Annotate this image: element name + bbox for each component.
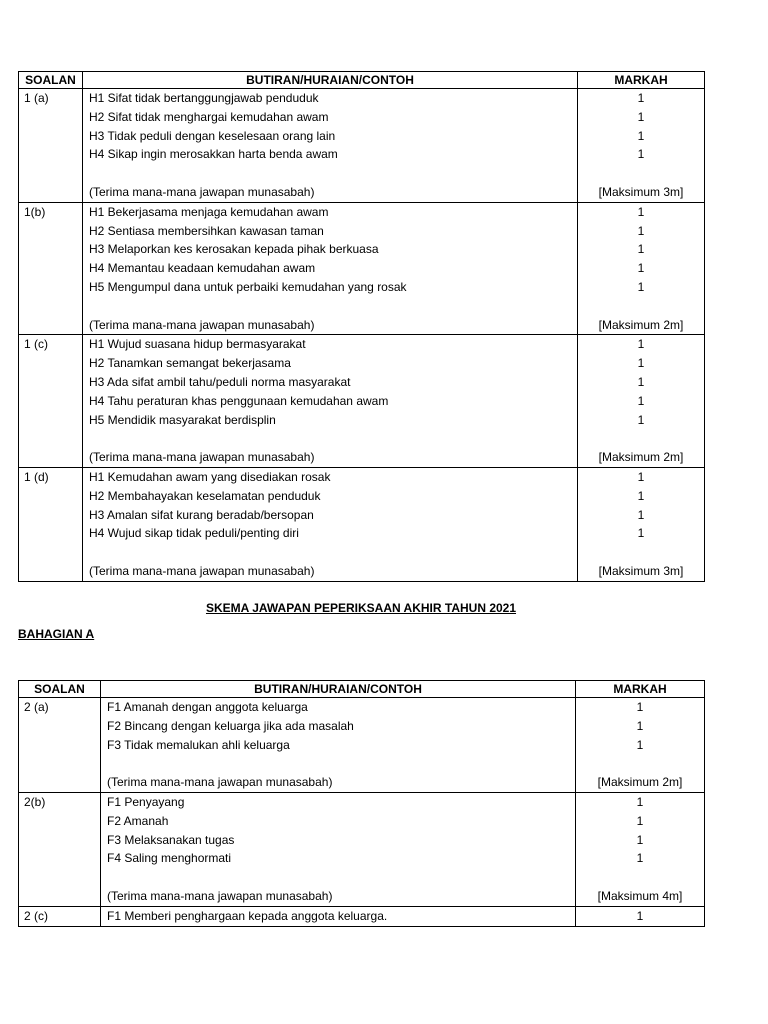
mark-value: 1: [637, 356, 645, 371]
answer-point: F3 Melaksanakan tugas: [107, 832, 235, 847]
spacer: [576, 754, 704, 773]
header-soalan: SOALAN: [19, 72, 83, 89]
spacer: [578, 164, 704, 183]
answer-cell: [83, 335, 578, 468]
answer-cell: [101, 792, 576, 906]
spacer: [576, 868, 704, 887]
mark-value: 1: [637, 128, 645, 143]
answer-point: H3 Ada sifat ambil tahu/peduli norma masyarakat: [89, 374, 351, 389]
spacer: [89, 429, 577, 448]
maximum-mark: [Maksimum 4m]: [597, 888, 683, 903]
header-markah: MARKAH: [576, 681, 705, 698]
maximum-mark: [Maksimum 3m]: [598, 563, 684, 578]
question-cell: [19, 89, 83, 203]
mark-value: 1: [637, 393, 645, 408]
spacer: [578, 543, 704, 562]
mark-value: 1: [637, 279, 645, 294]
maximum-mark: [Maksimum 2m]: [598, 317, 684, 332]
spacer: [107, 868, 575, 887]
question-cell: [19, 335, 83, 468]
table-row: [19, 792, 705, 906]
maximum-mark: [Maksimum 2m]: [598, 450, 684, 465]
answer-note: (Terima mana-mana jawapan munasabah): [89, 563, 315, 578]
question-number: 1 (a): [24, 91, 49, 105]
answer-point: H2 Sifat tidak menghargai kemudahan awam: [89, 109, 329, 124]
section-title: BAHAGIAN A: [18, 627, 95, 641]
answer-point: H3 Tidak peduli dengan keselesaan orang lain: [89, 128, 336, 143]
answer-cell: [83, 89, 578, 203]
question-cell: [19, 792, 101, 906]
header-soalan: SOALAN: [19, 681, 101, 698]
answer-point: H2 Sentiasa membersihkan kawasan taman: [89, 223, 324, 238]
mark-value: 1: [636, 718, 644, 733]
table-header-row: [19, 681, 705, 698]
spacer: [578, 429, 704, 448]
answer-point: H1 Sifat tidak bertanggungjawab penduduk: [89, 91, 319, 105]
answer-point: H1 Bekerjasama menjaga kemudahan awam: [89, 204, 329, 219]
mark-cell: [578, 467, 705, 581]
answer-point: F3 Tidak memalukan ahli keluarga: [107, 737, 290, 752]
answer-point: H4 Tahu peraturan khas penggunaan kemudahan awam: [89, 393, 389, 408]
table-row: [19, 89, 705, 203]
mark-cell: [578, 89, 705, 203]
header-markah: MARKAH: [578, 72, 705, 89]
header-butiran: BUTIRAN/HURAIAN/CONTOH: [83, 72, 578, 89]
answer-point: F4 Saling menghormati: [107, 851, 232, 866]
table-row: [19, 335, 705, 468]
question-number: 2 (a): [24, 700, 49, 714]
answer-point: F2 Amanah: [107, 813, 169, 828]
mark-cell: [576, 698, 705, 793]
question-number: 2 (c): [24, 908, 48, 923]
answer-point: F2 Bincang dengan keluarga jika ada masalah: [107, 718, 354, 733]
mark-value: 1: [636, 813, 644, 828]
mark-value: 1: [637, 469, 645, 484]
answer-cell: [101, 906, 576, 926]
maximum-mark: [Maksimum 3m]: [598, 184, 684, 199]
answer-note: (Terima mana-mana jawapan munasabah): [89, 317, 315, 332]
answer-note: (Terima mana-mana jawapan munasabah): [107, 775, 333, 790]
question-number: 1 (d): [24, 469, 49, 484]
answer-point: H2 Membahayakan keselamatan penduduk: [89, 488, 321, 503]
question-number: 2(b): [24, 794, 46, 809]
answer-point: H3 Melaporkan kes kerosakan kepada pihak berkuasa: [89, 242, 379, 257]
question-cell: [19, 202, 83, 335]
question-cell: [19, 906, 101, 926]
mark-value: 1: [637, 242, 645, 257]
answer-point: H4 Memantau keadaan kemudahan awam: [89, 261, 316, 276]
table-row: [19, 467, 705, 581]
spacer: [89, 164, 577, 183]
mark-value: 1: [637, 91, 645, 105]
mark-value: 1: [636, 851, 644, 866]
mark-value: 1: [637, 412, 645, 427]
mark-value: 1: [637, 223, 645, 238]
answer-cell: [83, 467, 578, 581]
answer-note: (Terima mana-mana jawapan munasabah): [107, 888, 333, 903]
spacer: [578, 297, 704, 316]
mark-value: 1: [637, 109, 645, 124]
mark-value: 1: [637, 488, 645, 503]
mark-value: 1: [636, 794, 644, 809]
question-number: 1 (c): [24, 337, 48, 352]
table-row: [19, 698, 705, 793]
mark-cell: [576, 792, 705, 906]
table-row: [19, 906, 705, 926]
mark-value: 1: [637, 337, 645, 352]
header-butiran: BUTIRAN/HURAIAN/CONTOH: [101, 681, 576, 698]
mark-value: 1: [637, 147, 645, 162]
answer-point: H1 Kemudahan awam yang disediakan rosak: [89, 469, 331, 484]
answer-point: H5 Mengumpul dana untuk perbaiki kemudahan yang rosak: [89, 279, 407, 294]
marking-table-2: [18, 680, 705, 927]
answer-note: (Terima mana-mana jawapan munasabah): [89, 450, 315, 465]
answer-point: H1 Wujud suasana hidup bermasyarakat: [89, 337, 306, 352]
answer-cell: [83, 202, 578, 335]
mark-value: 1: [637, 204, 645, 219]
answer-point: F1 Penyayang: [107, 794, 185, 809]
mark-cell: [578, 335, 705, 468]
answer-point: H4 Wujud sikap tidak peduli/penting diri: [89, 526, 299, 541]
answer-point: H3 Amalan sifat kurang beradab/bersopan: [89, 507, 314, 522]
spacer: [107, 754, 575, 773]
mark-value: 1: [637, 507, 645, 522]
mark-value: 1: [637, 261, 645, 276]
mark-value: 1: [636, 700, 644, 714]
marking-table-1: [18, 71, 705, 582]
answer-point: H5 Mendidik masyarakat berdisplin: [89, 412, 276, 427]
maximum-mark: [Maksimum 2m]: [597, 775, 683, 790]
mark-cell: [576, 906, 705, 926]
answer-point: H2 Tanamkan semangat bekerjasama: [89, 356, 291, 371]
answer-point: F1 Memberi penghargaan kepada anggota keluarga.: [107, 908, 388, 923]
question-cell: [19, 698, 101, 793]
question-cell: [19, 467, 83, 581]
answer-note: (Terima mana-mana jawapan munasabah): [89, 184, 315, 199]
question-number: 1(b): [24, 204, 46, 219]
answer-point: F1 Amanah dengan anggota keluarga: [107, 700, 308, 714]
table-header-row: [19, 72, 705, 89]
table-row: [19, 202, 705, 335]
mark-value: 1: [636, 908, 644, 923]
document-heading: SKEMA JAWAPAN PEPERIKSAAN AKHIR TAHUN 2021: [205, 601, 517, 615]
mark-value: 1: [636, 832, 644, 847]
mark-value: 1: [637, 526, 645, 541]
spacer: [89, 297, 577, 316]
spacer: [89, 543, 577, 562]
mark-value: 1: [636, 737, 644, 752]
mark-value: 1: [637, 374, 645, 389]
mark-cell: [578, 202, 705, 335]
answer-cell: [101, 698, 576, 793]
answer-point: H4 Sikap ingin merosakkan harta benda awam: [89, 147, 338, 162]
